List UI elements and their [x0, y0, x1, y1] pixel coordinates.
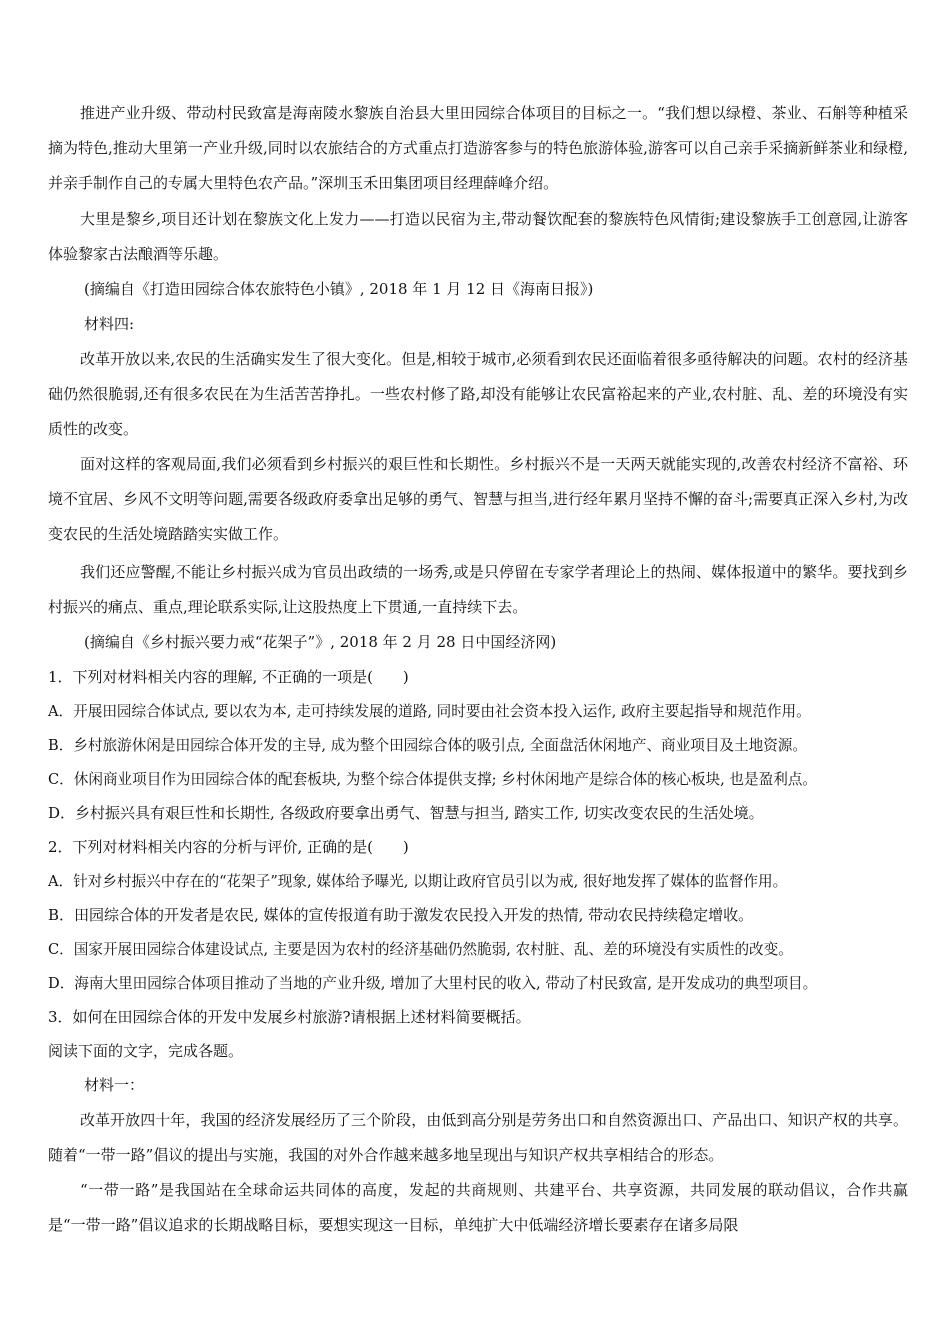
question-1: 1．下列对材料相关内容的理解, 不正确的一项是( ) [48, 668, 409, 686]
source-citation-1: (摘编自《打造田园综合体农旅特色小镇》, 2018 年 1 月 12 日《海南日报》) [84, 280, 594, 298]
paragraph-material4-1: 改革开放以来,农民的生活确实发生了很大变化。但是,相较于城市,必须看到农民还面临着很多亟待解决的问题。农村的经济基础仍然很脆弱,还有很多农民在为生活苦苦挣扎。一些农村修了路,却没有能够让农民富裕起来的产业,农村脏、乱、差的环境没有实质性的改变。 [48, 350, 908, 438]
material-four-heading: 材料四: [84, 315, 135, 333]
question-2-option-a: A．针对乡村振兴中存在的“花架子”现象, 媒体给予曝光, 以期让政府官员引以为戒, 很好地发挥了媒体的监督作用。 [48, 873, 788, 890]
question-1-option-c: C．休闲商业项目作为田园综合体的配套板块, 为整个综合体提供支撑; 乡村休闲地产是综合体的核心板块, 也是盈利点。 [48, 771, 817, 788]
paragraph-material4-3: 我们还应警醒,不能让乡村振兴成为官员出政绩的一场秀,或是只停留在专家学者理论上的热闹、媒体报道中的繁华。要找到乡村振兴的痛点、重点,理论联系实际,让这股热度上下贯通,一直持续下去。 [48, 563, 908, 616]
question-2-option-b: B．田园综合体的开发者是农民, 媒体的宣传报道有助于激发农民投入开发的热情, 带动农民持续稳定增收。 [48, 906, 754, 924]
material-one-heading: 材料一： [84, 1076, 145, 1094]
paragraph-material4-2: 面对这样的客观局面,我们必须看到乡村振兴的艰巨性和长期性。乡村振兴不是一天两天就能实现的,改善农村经济不富裕、环境不宜居、乡风不文明等问题,需要各级政府委拿出足够的勇气、智慧与担当,进行经年累月坚持不懈的奋斗;需要真正深入乡村,为改变农民的生活处境踏踏实实做工作。 [48, 455, 908, 543]
paragraph-dali-project: 推进产业升级、带动村民致富是海南陵水黎族自治县大里田园综合体项目的目标之一。“我们想以绿橙、茶业、石斛等种植采摘为特色,推动大里第一产业升级,同时以农旅结合的方式重点打造游客参与的特色旅游体验,游客可以自己亲手采摘新鲜茶业和绿橙,并亲手制作自己的专属大里特色农产品。”深圳玉禾田集团项目经理薛峰介绍。 [48, 104, 908, 192]
question-1-option-a: A．开展田园综合体试点, 要以农为本, 走可持续发展的道路, 同时要由社会资本投入运作, 政府主要起指导和规范作用。 [48, 703, 811, 720]
question-1-option-d: D．乡村振兴具有艰巨性和长期性, 各级政府要拿出勇气、智慧与担当, 踏实工作, 切实改变农民的生活处境。 [48, 804, 764, 822]
paragraph-material1-1: 改革开放四十年，我国的经济发展经历了三个阶段，由低到高分别是劳务出口和自然资源出口、产品出口、知识产权的共享。随着“一带一路”倡议的提出与实施，我国的对外合作越来越多地呈现出与知识产权共享相结合的形态。 [48, 1111, 908, 1164]
source-citation-2: (摘编自《乡村振兴要力戒“花架子”》, 2018 年 2 月 28 日中国经济网) [84, 633, 557, 651]
paragraph-li-culture: 大里是黎乡,项目还计划在黎族文化上发力——打造以民宿为主,带动餐饮配套的黎族特色风情街;建设黎族手工创意园,让游客体验黎家古法酿酒等乐趣。 [48, 210, 908, 263]
question-3: 3．如何在田园综合体的开发中发展乡村旅游?请根据上述材料简要概括。 [48, 1008, 531, 1026]
question-2: 2．下列对材料相关内容的分析与评价, 正确的是( ) [48, 838, 409, 856]
question-2-option-c: C．国家开展田园综合体建设试点, 主要是因为农村的经济基础仍然脆弱, 农村脏、乱、差的环境没有实质性的改变。 [48, 941, 793, 958]
reading-instruction: 阅读下面的文字，完成各题。 [48, 1042, 244, 1060]
question-1-option-b: B．乡村旅游休闲是田园综合体开发的主导, 成为整个田园综合体的吸引点, 全面盘活休闲地产、商业项目及土地资源。 [48, 737, 807, 754]
question-2-option-d: D．海南大里田园综合体项目推动了当地的产业升级, 增加了大里村民的收入, 带动了村民致富, 是开发成功的典型项目。 [48, 975, 818, 992]
paragraph-material1-2: “一带一路”是我国站在全球命运共同体的高度，发起的共商规则、共建平台、共享资源，共同发展的联动倡议，合作共赢是“一带一路”倡议追求的长期战略目标，要想实现这一目标，单纯扩大中低端经济增长要素存在诸多局限 [48, 1181, 908, 1234]
